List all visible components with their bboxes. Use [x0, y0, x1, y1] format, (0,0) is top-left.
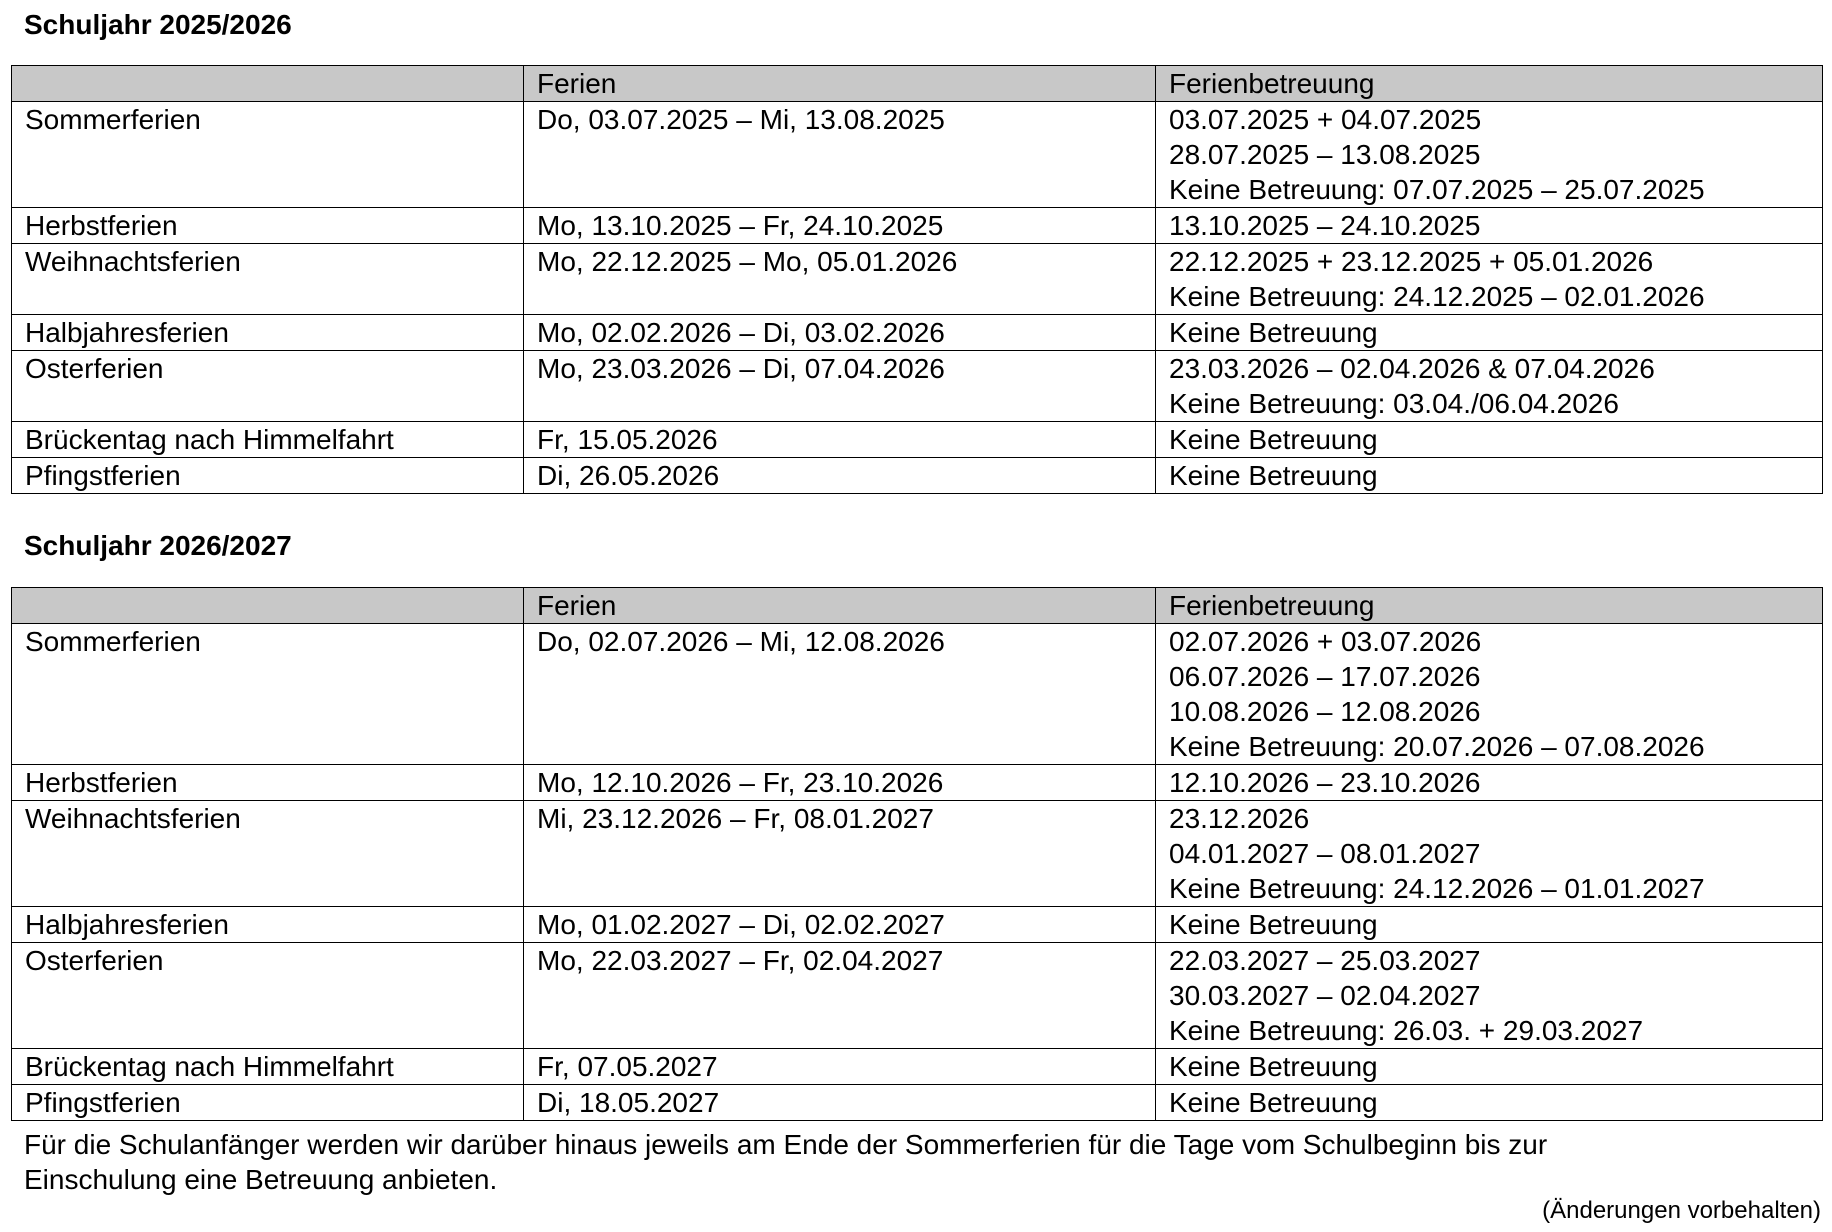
table-row	[12, 943, 1823, 1049]
holiday-dates: Mo, 22.12.2025 – Mo, 05.01.2026	[524, 244, 1156, 315]
holiday-dates: Mo, 12.10.2026 – Fr, 23.10.2026	[524, 765, 1156, 801]
holiday-dates: Do, 03.07.2025 – Mi, 13.08.2025	[524, 102, 1156, 208]
care-dates	[1156, 801, 1823, 907]
table-row	[12, 1049, 1823, 1085]
care-line: 10.08.2026 – 12.08.2026	[1169, 696, 1481, 727]
care-line: Keine Betreuung	[1169, 317, 1378, 348]
header-ferien: Ferien	[524, 588, 1156, 624]
holiday-dates: Mo, 01.02.2027 – Di, 02.02.2027	[524, 907, 1156, 943]
care-line: 13.10.2025 – 24.10.2025	[1169, 210, 1481, 241]
school-starter-note	[24, 1127, 1804, 1197]
care-dates	[1156, 351, 1823, 422]
care-line: 23.03.2026 – 02.04.2026 & 07.04.2026	[1169, 353, 1655, 384]
holiday-dates: Fr, 15.05.2026	[524, 422, 1156, 458]
holiday-name: Osterferien	[12, 943, 524, 1049]
holiday-dates: Fr, 07.05.2027	[524, 1049, 1156, 1085]
care-dates	[1156, 943, 1823, 1049]
care-dates	[1156, 907, 1823, 943]
care-line: Keine Betreuung	[1169, 909, 1378, 940]
holiday-dates: Mi, 23.12.2026 – Fr, 08.01.2027	[524, 801, 1156, 907]
care-dates	[1156, 1085, 1823, 1121]
holiday-name: Brückentag nach Himmelfahrt	[12, 1049, 524, 1085]
holiday-dates: Mo, 13.10.2025 – Fr, 24.10.2025	[524, 208, 1156, 244]
care-line: 22.12.2025 + 23.12.2025 + 05.01.2026	[1169, 246, 1654, 277]
holiday-dates: Mo, 02.02.2026 – Di, 03.02.2026	[524, 315, 1156, 351]
holiday-name: Halbjahresferien	[12, 907, 524, 943]
table-row	[12, 422, 1823, 458]
holiday-name: Weihnachtsferien	[12, 801, 524, 907]
care-line: Keine Betreuung: 24.12.2026 – 01.01.2027	[1169, 873, 1705, 904]
care-dates	[1156, 624, 1823, 765]
table-row	[12, 208, 1823, 244]
header-ferienbetreuung: Ferienbetreuung	[1156, 588, 1823, 624]
care-line: Keine Betreuung	[1169, 1051, 1378, 1082]
header-empty	[12, 588, 524, 624]
care-line: 30.03.2027 – 02.04.2027	[1169, 980, 1481, 1011]
table-row	[12, 315, 1823, 351]
holiday-name: Brückentag nach Himmelfahrt	[12, 422, 524, 458]
table-row	[12, 244, 1823, 315]
section-title-2025-2026: Schuljahr 2025/2026	[24, 9, 292, 40]
care-dates	[1156, 244, 1823, 315]
holiday-table-2025-2026	[11, 65, 1823, 494]
care-dates	[1156, 458, 1823, 494]
table-row	[12, 351, 1823, 422]
holiday-dates: Do, 02.07.2026 – Mi, 12.08.2026	[524, 624, 1156, 765]
holiday-dates: Mo, 22.03.2027 – Fr, 02.04.2027	[524, 943, 1156, 1049]
holiday-dates: Di, 26.05.2026	[524, 458, 1156, 494]
header-ferien: Ferien	[524, 66, 1156, 102]
note-line-2: Einschulung eine Betreuung anbieten.	[24, 1164, 498, 1195]
table-row	[12, 1085, 1823, 1121]
holiday-name: Pfingstferien	[12, 1085, 524, 1121]
care-line: 28.07.2025 – 13.08.2025	[1169, 139, 1481, 170]
holiday-name: Osterferien	[12, 351, 524, 422]
care-line: Keine Betreuung: 07.07.2025 – 25.07.2025	[1169, 174, 1705, 205]
care-line: Keine Betreuung	[1169, 1087, 1378, 1118]
changes-reserved-disclaimer: (Änderungen vorbehalten)	[1542, 1197, 1821, 1224]
table-row	[12, 102, 1823, 208]
holiday-table-2026-2027	[11, 587, 1823, 1121]
holiday-name: Sommerferien	[12, 102, 524, 208]
care-dates	[1156, 765, 1823, 801]
care-line: Keine Betreuung: 26.03. + 29.03.2027	[1169, 1015, 1644, 1046]
care-dates	[1156, 208, 1823, 244]
care-line: Keine Betreuung: 24.12.2025 – 02.01.2026	[1169, 281, 1705, 312]
table-header-row	[12, 66, 1823, 102]
holiday-name: Herbstferien	[12, 208, 524, 244]
care-line: 23.12.2026	[1169, 803, 1310, 834]
holiday-dates: Di, 18.05.2027	[524, 1085, 1156, 1121]
care-dates	[1156, 102, 1823, 208]
care-dates	[1156, 422, 1823, 458]
care-line: Keine Betreuung	[1169, 460, 1378, 491]
care-line: 03.07.2025 + 04.07.2025	[1169, 104, 1482, 135]
holiday-dates: Mo, 23.03.2026 – Di, 07.04.2026	[524, 351, 1156, 422]
header-ferienbetreuung: Ferienbetreuung	[1156, 66, 1823, 102]
table-row	[12, 765, 1823, 801]
care-dates	[1156, 315, 1823, 351]
table-row	[12, 801, 1823, 907]
holiday-name: Halbjahresferien	[12, 315, 524, 351]
care-line: 06.07.2026 – 17.07.2026	[1169, 661, 1481, 692]
holiday-name: Sommerferien	[12, 624, 524, 765]
table-row	[12, 907, 1823, 943]
care-line: Keine Betreuung: 20.07.2026 – 07.08.2026	[1169, 731, 1705, 762]
holiday-name: Weihnachtsferien	[12, 244, 524, 315]
care-line: Keine Betreuung: 03.04./06.04.2026	[1169, 388, 1619, 419]
care-line: 12.10.2026 – 23.10.2026	[1169, 767, 1481, 798]
care-line: 22.03.2027 – 25.03.2027	[1169, 945, 1481, 976]
section-title-2026-2027: Schuljahr 2026/2027	[24, 530, 292, 561]
note-line-1: Für die Schulanfänger werden wir darüber hinaus jeweils am Ende der Sommerferien für die Tage vom Schulbeginn bis zur	[24, 1129, 1548, 1160]
holiday-name: Pfingstferien	[12, 458, 524, 494]
care-dates	[1156, 1049, 1823, 1085]
holiday-name: Herbstferien	[12, 765, 524, 801]
header-empty	[12, 66, 524, 102]
table-header-row	[12, 588, 1823, 624]
care-line: 02.07.2026 + 03.07.2026	[1169, 626, 1482, 657]
table-row	[12, 624, 1823, 765]
care-line: Keine Betreuung	[1169, 424, 1378, 455]
table-row	[12, 458, 1823, 494]
care-line: 04.01.2027 – 08.01.2027	[1169, 838, 1481, 869]
